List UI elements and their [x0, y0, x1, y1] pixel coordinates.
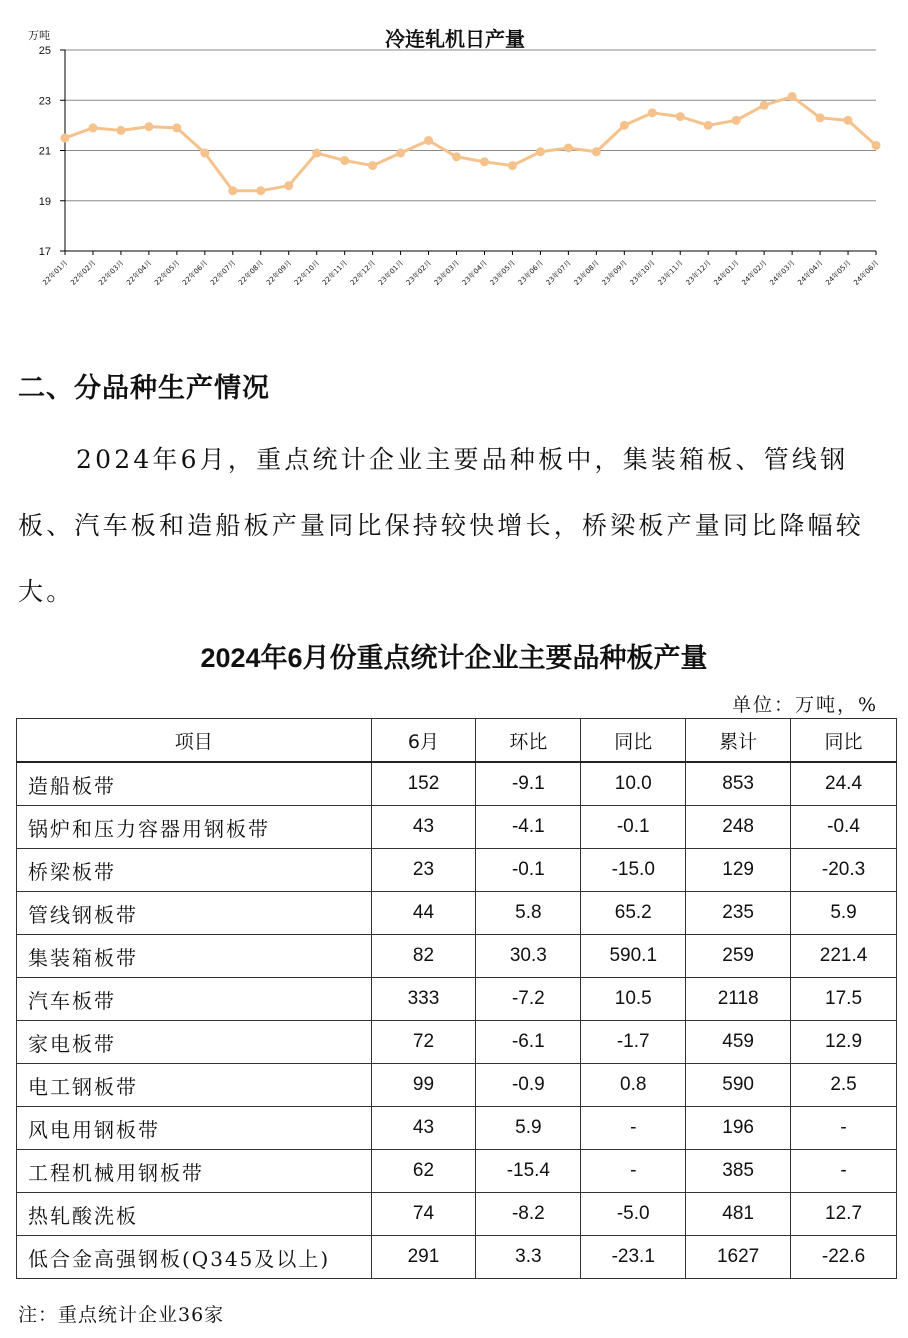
- x-tick-label: 24年03月: [768, 258, 797, 287]
- cell-cumulative: 259: [686, 935, 791, 978]
- cell-item: 风电用钢板带: [17, 1107, 372, 1150]
- data-point: [396, 149, 405, 158]
- x-tick-label: 23年01月: [376, 258, 406, 287]
- x-tick-label: 22年04月: [125, 258, 154, 287]
- cell-cumulative-yoy: 5.9: [791, 892, 897, 935]
- data-point: [732, 116, 741, 125]
- cell-yoy: 0.8: [581, 1064, 686, 1107]
- cell-june: 333: [371, 978, 476, 1021]
- cell-item: 管线钢板带: [17, 892, 372, 935]
- data-point: [620, 121, 629, 130]
- cell-yoy: -0.1: [581, 806, 686, 849]
- cell-yoy: -23.1: [581, 1236, 686, 1279]
- cell-cumulative: 196: [686, 1107, 791, 1150]
- x-tick-label: 23年05月: [488, 258, 517, 287]
- x-tick-label: 23年06月: [516, 258, 545, 287]
- cell-item: 锅炉和压力容器用钢板带: [17, 806, 372, 849]
- cell-yoy: 590.1: [581, 935, 686, 978]
- cell-item: 家电板带: [17, 1021, 372, 1064]
- chart-axes: [60, 50, 876, 255]
- x-tick-label: 22年10月: [292, 258, 322, 287]
- cell-yoy: 65.2: [581, 892, 686, 935]
- cell-june: 82: [371, 935, 476, 978]
- section-heading: 二、分品种生产情况: [18, 373, 270, 404]
- data-point: [844, 116, 853, 125]
- cell-cumulative: 2118: [686, 978, 791, 1021]
- cell-item: 热轧酸洗板: [17, 1193, 372, 1236]
- cell-item: 电工钢板带: [17, 1064, 372, 1107]
- cell-june: 99: [371, 1064, 476, 1107]
- cell-june: 72: [371, 1021, 476, 1064]
- data-point: [508, 161, 517, 170]
- cell-cumulative: 385: [686, 1150, 791, 1193]
- table-row: [17, 978, 897, 1021]
- cell-mom: -0.1: [476, 849, 581, 892]
- table-body: [17, 762, 897, 1279]
- header-cumulative-yoy: 同比: [791, 719, 897, 763]
- cell-cumulative: 1627: [686, 1236, 791, 1279]
- cell-june: 43: [371, 1107, 476, 1150]
- data-point: [200, 149, 209, 158]
- table-row: [17, 1107, 897, 1150]
- y-tick-label: 17: [38, 246, 51, 258]
- header-mom: 环比: [476, 719, 581, 763]
- cell-cumulative-yoy: -22.6: [791, 1236, 897, 1279]
- data-point: [256, 186, 265, 195]
- table-row: [17, 1236, 897, 1279]
- cell-cumulative-yoy: 2.5: [791, 1064, 897, 1107]
- table-row: [17, 1150, 897, 1193]
- daily-output-chart: [0, 0, 908, 330]
- data-point: [564, 143, 573, 152]
- cell-mom: 30.3: [476, 935, 581, 978]
- cell-item: 桥梁板带: [17, 849, 372, 892]
- x-tick-labels: [41, 258, 881, 287]
- cell-yoy: 10.5: [581, 978, 686, 1021]
- data-point: [648, 108, 657, 117]
- cell-june: 23: [371, 849, 476, 892]
- data-point: [760, 101, 769, 110]
- cell-cumulative: 459: [686, 1021, 791, 1064]
- cell-cumulative-yoy: -: [791, 1107, 897, 1150]
- data-point: [872, 141, 881, 150]
- cell-cumulative-yoy: -: [791, 1150, 897, 1193]
- data-point: [704, 121, 713, 130]
- data-point: [368, 161, 377, 170]
- cell-item: 工程机械用钢板带: [17, 1150, 372, 1193]
- header-yoy: 同比: [581, 719, 686, 763]
- cell-mom: 3.3: [476, 1236, 581, 1279]
- data-point: [116, 126, 125, 135]
- cell-june: 152: [371, 762, 476, 806]
- cell-cumulative: 481: [686, 1193, 791, 1236]
- cell-june: 43: [371, 806, 476, 849]
- y-tick-label: 23: [38, 95, 51, 108]
- cell-mom: -6.1: [476, 1021, 581, 1064]
- cell-yoy: -15.0: [581, 849, 686, 892]
- cell-yoy: -5.0: [581, 1193, 686, 1236]
- x-tick-label: 23年10月: [628, 258, 657, 287]
- chart-grid: [65, 50, 876, 251]
- table-row: [17, 935, 897, 978]
- x-tick-label: 23年07月: [544, 258, 573, 287]
- cell-cumulative-yoy: 17.5: [791, 978, 897, 1021]
- y-tick-labels: [39, 45, 51, 258]
- table-row: [17, 1021, 897, 1064]
- cell-yoy: -: [581, 1107, 686, 1150]
- data-point: [88, 123, 97, 132]
- y-tick-label: 21: [38, 145, 51, 158]
- data-point: [816, 113, 825, 122]
- cell-mom: -15.4: [476, 1150, 581, 1193]
- table-row: [17, 806, 897, 849]
- data-point: [144, 122, 153, 131]
- x-tick-label: 23年02月: [404, 258, 433, 287]
- x-tick-label: 22年12月: [348, 258, 378, 287]
- cell-cumulative-yoy: 12.9: [791, 1021, 897, 1064]
- cell-cumulative-yoy: 24.4: [791, 762, 897, 806]
- cell-item: 汽车板带: [17, 978, 372, 1021]
- data-point: [788, 92, 797, 101]
- data-point: [424, 136, 433, 145]
- table-note: 注：重点统计企业36家: [18, 1304, 225, 1326]
- cell-cumulative: 129: [686, 849, 791, 892]
- data-point: [172, 123, 181, 132]
- data-point: [592, 147, 601, 156]
- x-tick-label: 23年03月: [432, 258, 461, 287]
- cell-mom: -4.1: [476, 806, 581, 849]
- cell-mom: 5.8: [476, 892, 581, 935]
- cell-item: 集装箱板带: [17, 935, 372, 978]
- x-tick-label: 22年11月: [320, 258, 350, 287]
- cell-june: 44: [371, 892, 476, 935]
- x-tick-label: 23年11月: [656, 258, 685, 287]
- cell-cumulative-yoy: 12.7: [791, 1193, 897, 1236]
- x-tick-label: 23年12月: [684, 258, 713, 287]
- chart-title: 冷连轧机日产量: [385, 27, 525, 51]
- cell-item: 低合金高强钢板(Q345及以上): [17, 1236, 372, 1279]
- cell-cumulative-yoy: -20.3: [791, 849, 897, 892]
- x-tick-label: 24年01月: [712, 258, 741, 287]
- series-line: [65, 96, 876, 190]
- x-tick-label: 23年04月: [460, 258, 489, 287]
- x-tick-label: 23年08月: [572, 258, 601, 287]
- table-row: [17, 1193, 897, 1236]
- table-row: [17, 1064, 897, 1107]
- data-point: [284, 181, 293, 190]
- x-tick-label: 22年09月: [264, 258, 294, 287]
- data-point: [61, 133, 70, 142]
- data-point: [480, 157, 489, 166]
- header-item: 项目: [17, 719, 372, 763]
- x-tick-label: 24年06月: [852, 258, 881, 287]
- x-tick-label: 24年04月: [796, 258, 825, 287]
- cell-mom: -8.2: [476, 1193, 581, 1236]
- cell-cumulative-yoy: -0.4: [791, 806, 897, 849]
- cell-cumulative: 853: [686, 762, 791, 806]
- x-tick-label: 22年07月: [209, 258, 238, 287]
- cell-yoy: -: [581, 1150, 686, 1193]
- cell-cumulative: 248: [686, 806, 791, 849]
- y-axis-unit-label: 万吨: [28, 29, 50, 42]
- summary-paragraph: 2024年6月，重点统计企业主要品种板中，集装箱板、管线钢板、汽车板和造船板产量同比保持较快增长，桥梁板产量同比降幅较大。: [18, 445, 865, 606]
- data-point: [340, 156, 349, 165]
- data-point: [452, 152, 461, 161]
- plate-output-table: [16, 718, 897, 1279]
- x-tick-label: 22年05月: [153, 258, 182, 287]
- table-row: [17, 762, 897, 806]
- table-unit: 单位：万吨，%: [731, 694, 878, 716]
- data-point: [536, 147, 545, 156]
- table-row: [17, 892, 897, 935]
- cell-june: 291: [371, 1236, 476, 1279]
- x-tick-label: 24年02月: [740, 258, 769, 287]
- table-header-row: [17, 719, 897, 763]
- cell-mom: -9.1: [476, 762, 581, 806]
- data-point: [228, 186, 237, 195]
- cell-cumulative-yoy: 221.4: [791, 935, 897, 978]
- cell-cumulative: 590: [686, 1064, 791, 1107]
- cell-cumulative: 235: [686, 892, 791, 935]
- y-tick-label: 25: [38, 45, 51, 57]
- cell-yoy: -1.7: [581, 1021, 686, 1064]
- x-tick-label: 22年02月: [69, 258, 98, 287]
- cell-june: 62: [371, 1150, 476, 1193]
- header-cumulative: 累计: [686, 719, 791, 763]
- cell-yoy: 10.0: [581, 762, 686, 806]
- x-tick-label: 24年05月: [824, 258, 853, 287]
- data-point: [676, 112, 685, 121]
- data-point: [312, 149, 321, 158]
- cell-june: 74: [371, 1193, 476, 1236]
- cell-mom: -0.9: [476, 1064, 581, 1107]
- x-tick-label: 22年01月: [41, 258, 70, 287]
- x-tick-label: 22年08月: [237, 258, 266, 287]
- x-tick-label: 23年09月: [600, 258, 629, 287]
- cell-mom: 5.9: [476, 1107, 581, 1150]
- cell-mom: -7.2: [476, 978, 581, 1021]
- x-tick-label: 22年03月: [97, 258, 126, 287]
- table-row: [17, 849, 897, 892]
- header-june: 6月: [371, 719, 476, 763]
- cell-item: 造船板带: [17, 762, 372, 806]
- table-title: 2024年6月份重点统计企业主要品种板产量: [200, 643, 708, 673]
- y-tick-label: 19: [38, 195, 51, 208]
- x-tick-label: 22年06月: [181, 258, 210, 287]
